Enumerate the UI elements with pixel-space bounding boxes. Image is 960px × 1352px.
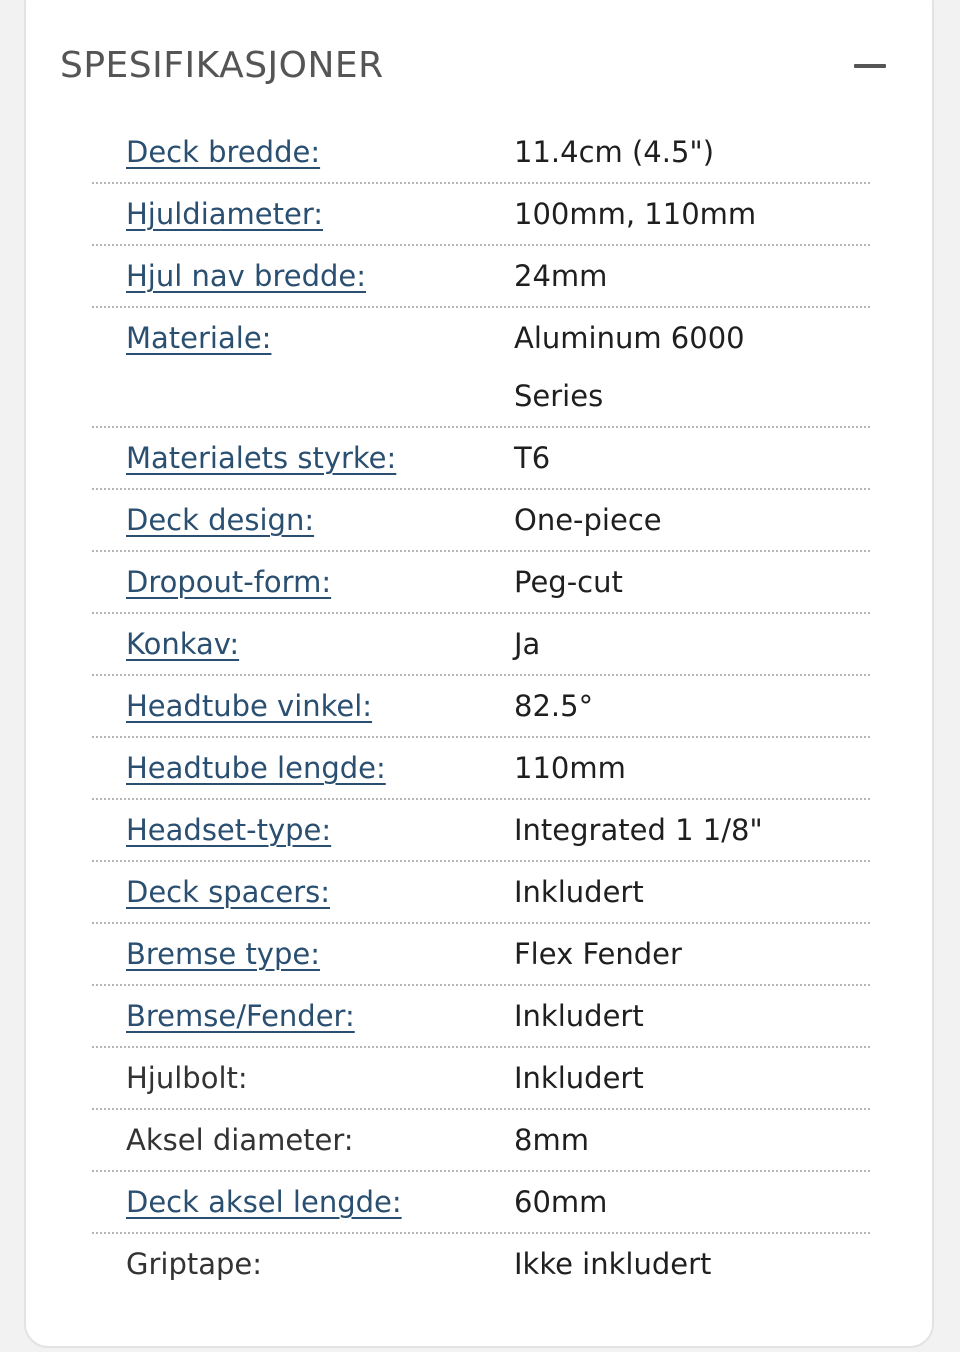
spec-value: 60mm	[514, 1185, 608, 1219]
spec-label-link[interactable]: Deck aksel lengde:	[126, 1185, 402, 1219]
spec-value: 11.4cm (4.5")	[514, 135, 715, 169]
spec-value: 100mm, 110mm	[514, 197, 757, 231]
spec-row	[92, 552, 870, 614]
spec-value: One-piece	[514, 503, 662, 537]
spec-value: Inkludert	[514, 999, 644, 1033]
minus-icon[interactable]	[854, 64, 886, 68]
spec-row	[92, 122, 870, 184]
spec-row	[92, 676, 870, 738]
spec-value: Inkludert	[514, 875, 644, 909]
spec-row	[92, 308, 870, 428]
specifications-header[interactable]	[60, 44, 892, 88]
spec-label-link[interactable]: Headset-type:	[126, 813, 332, 847]
spec-label-link[interactable]: Bremse/Fender:	[126, 999, 355, 1033]
spec-row	[92, 1048, 870, 1110]
spec-row	[92, 1172, 870, 1234]
spec-row	[92, 800, 870, 862]
spec-value: T6	[514, 441, 551, 475]
spec-label: Griptape:	[126, 1247, 263, 1281]
spec-label-link[interactable]: Deck design:	[126, 503, 315, 537]
spec-row	[92, 924, 870, 986]
spec-value: Peg-cut	[514, 565, 623, 599]
spec-label-link[interactable]: Deck spacers:	[126, 875, 331, 909]
specifications-table	[92, 122, 870, 1294]
spec-value: Aluminum 6000 Series	[514, 321, 745, 413]
spec-value: 8mm	[514, 1123, 589, 1157]
spec-label: Aksel diameter:	[126, 1123, 354, 1157]
spec-row	[92, 1234, 870, 1294]
spec-row	[92, 428, 870, 490]
spec-label-link[interactable]: Materiale:	[126, 321, 272, 355]
spec-label-link[interactable]: Bremse type:	[126, 937, 320, 971]
spec-row	[92, 614, 870, 676]
spec-row	[92, 246, 870, 308]
spec-label-link[interactable]: Headtube vinkel:	[126, 689, 373, 723]
spec-row	[92, 862, 870, 924]
specifications-panel	[24, 0, 934, 1348]
spec-label-link[interactable]: Deck bredde:	[126, 135, 321, 169]
spec-label-link[interactable]: Headtube lengde:	[126, 751, 386, 785]
spec-row	[92, 986, 870, 1048]
section-title: SPESIFIKASJONER	[60, 45, 384, 86]
spec-value: 110mm	[514, 751, 626, 785]
spec-row	[92, 738, 870, 800]
spec-value: Integrated 1 1/8"	[514, 813, 763, 847]
spec-label-link[interactable]: Hjuldiameter:	[126, 197, 324, 231]
spec-label-link[interactable]: Konkav:	[126, 627, 240, 661]
spec-value: 24mm	[514, 259, 608, 293]
spec-label-link[interactable]: Hjul nav bredde:	[126, 259, 367, 293]
spec-value: Inkludert	[514, 1061, 644, 1095]
spec-value: Flex Fender	[514, 937, 682, 971]
spec-label-link[interactable]: Materialets styrke:	[126, 441, 397, 475]
spec-row	[92, 1110, 870, 1172]
spec-label-link[interactable]: Dropout-form:	[126, 565, 332, 599]
spec-label: Hjulbolt:	[126, 1061, 248, 1095]
spec-row	[92, 490, 870, 552]
spec-row	[92, 184, 870, 246]
spec-value: Ikke inkludert	[514, 1247, 712, 1281]
spec-value: 82.5°	[514, 689, 594, 723]
spec-value: Ja	[514, 627, 541, 661]
